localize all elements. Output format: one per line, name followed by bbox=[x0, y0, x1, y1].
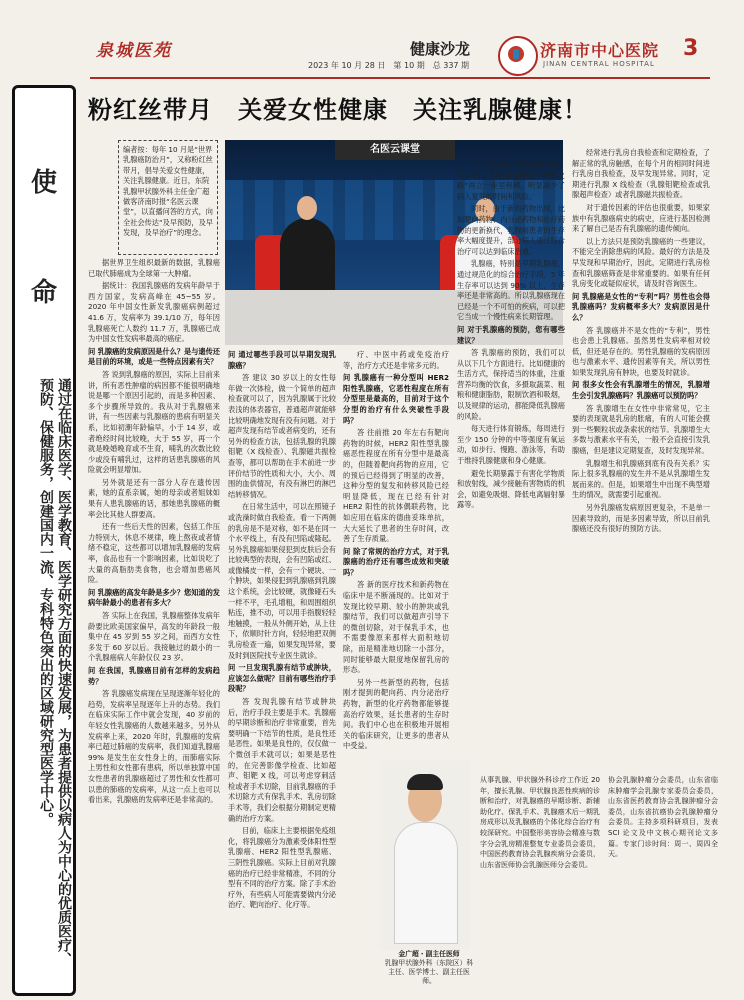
expert-portrait bbox=[380, 760, 470, 950]
body-paragraph: 另外就是还有一部分人存在遗传因素，她的直系亲属，她的母亲或者姐妹如果有人患乳腺癌的话，那她患乳腺癌的概率会比其他人群要高。 bbox=[88, 477, 220, 519]
expert-bio-1: 从事乳腺、甲状腺外科诊疗工作近 20 年，擅长乳腺、甲状腺良恶性疾病的诊断和治疗，对乳腺癌的早期诊断、新辅助化疗、保乳手术、乳腺癌术后一期乳房成形以及乳腺癌的个体化综合治疗有较深研究。中国整形美容协会精准与数字分会乳房精准整复专业委员会委员，中国医药教育协会乳腺疾病分会委员，山东省医师协会乳腺医师分会委员。 bbox=[480, 776, 600, 869]
page-header bbox=[0, 30, 744, 75]
studio-sign: 名医云课堂 bbox=[335, 140, 455, 160]
mission-sidebar bbox=[12, 85, 76, 996]
body-paragraph: 经常进行乳房自我检查和定期检查，了解正常的乳房触感，在每个月的相同时间进行乳房自我检查，及早发现异常。同时，定期进行乳腺 X 线检查（乳腺钼靶检查或乳腺超声检查）或者乳腺磁共振检查。 bbox=[572, 148, 710, 200]
question-paragraph: 问 一旦发现乳腺有结节或肿块，应该怎么做呢？目前有哪些治疗手段呢？ bbox=[228, 663, 336, 694]
expert-caption bbox=[382, 950, 476, 986]
body-paragraph: 每天进行体育锻炼，每周进行至少 150 分钟的中等强度有氧运动，如步行、慢跑、游泳等，有助于维持乳腺健康和身心健康。 bbox=[457, 424, 565, 466]
body-paragraph: 据世界卫生组织最新的数据，乳腺癌已取代肺癌成为全球第一大肿瘤。 bbox=[88, 258, 220, 278]
paper-title: 健康沙龙 bbox=[410, 40, 471, 58]
body-paragraph: 答 乳腺癌并不是女性的“专利”，男性也会患上乳腺癌。虽然男性发病率相对较低，但还是存在的。男性乳腺癌的发病原因也与激素水平、遗传因素等有关，所以男性如果发现乳房有肿块，也要及时就诊。 bbox=[572, 325, 710, 377]
text-column-3 bbox=[343, 350, 449, 755]
body-paragraph: 乳腺增生和乳腺癌到底有没有关系？实际上很多乳腺癌的发生并不是从乳腺增生发展而来的。但是，如果增生中出现不典型增生的情况，就需要引起重视。 bbox=[572, 458, 710, 500]
body-paragraph: 以上方法只是预防乳腺癌的一些建议，不能完全消除患病的风险。最好的方法是及早发现和早期治疗，因此，定期进行乳房检查和乳腺癌筛查是非常重要的。如果有任何乳房变化或疑似症状，请及时咨询医生。 bbox=[572, 236, 710, 289]
editor-note: 编者按：每年 10 月是“世界乳腺癌防治月”，又称粉红丝带月，倡导关爱女性健康，关注乳腺健康。近日，东院乳腺甲状腺外科主任金广超做客济南时报“名医云课堂”，以直播问答的方式，向全社会传达“及早预防，及早发现，及早治疗”的理念。 bbox=[118, 140, 218, 255]
body-paragraph: 避免长期暴露于有害化学物质和放射线，减少接触有害物质的机会，如避免吸烟、降低电离辐射暴露等。 bbox=[457, 468, 565, 510]
mission-heading bbox=[15, 128, 73, 348]
body-paragraph: 同时，由于新的药物出现，比如靶向药物、内分泌药物和化疗药物的更新换代，乳腺癌患者的生存率大幅度提升，部分病人通过综合治疗可以达到临床治愈。 bbox=[457, 204, 565, 256]
host-head bbox=[297, 196, 317, 220]
body-paragraph: 答 实际上在我国，乳腺癌整体发病年龄要比欧美国家偏早，高发的年龄段一般集中在 45 岁到 55 岁之间，而西方女性多发于 60 岁以后。我接触过的最小的一个乳腺癌病人年龄仅仅 23 岁。 bbox=[88, 611, 220, 663]
mission-heading-char-1: 使 bbox=[30, 168, 57, 198]
body-paragraph: 疗、中医中药或免疫治疗等，治疗方式还是非常多元的。 bbox=[343, 350, 449, 370]
body-paragraph: 还有一些后天性的因素，包括工作压力特别大，休息不规律，晚上熬夜或者情绪不稳定，这些都可以增加乳腺癌的发病率，食品也有一个影响因素，比如说吃了大量的高脂肪类食物，也会增加患癌风险。 bbox=[88, 522, 220, 585]
text-column-5 bbox=[572, 148, 710, 768]
body-paragraph: 对于遗传因素的评估也很重要，如果家族中有乳腺癌病史的病史，应进行基因检测来了解自己是否有乳腺癌的遗传倾向。 bbox=[572, 202, 710, 234]
mission-statement: 通过在临床医学、医学教育、医学研究方面的快速发展，为患者提供以病人为中心的优质医疗、预防、保健服务，创建国内一流、专科特色突出的区域研究型医学中心。 bbox=[38, 378, 72, 966]
text-column-2 bbox=[228, 350, 336, 962]
body-paragraph: 目前，临床上主要根据免疫组化，将乳腺癌分为激素受体阳性型乳腺癌、HER2 阳性型乳腺癌、三阴性乳腺癌。实际上目前对乳腺癌的治疗已经非常精准，不同的分型有不同的治疗方案。除了手术治疗外，有些病人可能需要做内分泌治疗、靶向治疗、化疗等。 bbox=[228, 826, 336, 910]
question-paragraph: 问 除了常规的治疗方式，对于乳腺癌的治疗还有哪些成效和突破吗？ bbox=[343, 546, 449, 577]
date-line: 2023 年 10 月 28 日 第 10 期 总 337 期 bbox=[308, 61, 470, 70]
header-divider bbox=[90, 77, 710, 79]
hospital-name: 济南市中心医院 bbox=[540, 41, 660, 60]
hospital-logo-icon bbox=[498, 36, 538, 76]
question-paragraph: 问 通过哪些手段可以早期发现乳腺癌？ bbox=[228, 350, 336, 370]
expert-name: 金广超・副主任医师 bbox=[398, 950, 460, 958]
article-headline: 粉红丝带月 关爱女性健康 关注乳腺健康！ bbox=[88, 95, 588, 124]
question-paragraph: 问 乳腺癌有一种分型叫 HER2 阳性乳腺癌，它恶性程度在所有分型里是最高的，目前对于这个分型的治疗有什么突破性手段吗？ bbox=[343, 373, 449, 425]
body-paragraph: 答 往前推 20 年左右有靶向药物的时候，HER2 阳性型乳腺癌恶性程度在所有分型中是最高的，但随着靶向药物的应用，它的预后已经得到了明显的改善，这种分型的复发和转移风险已经明显降低，现在已经有针对 HER2 阳性的抗体偶联药物，比如应用在临床的德曲妥珠单抗，大大延长了患者的生存时间，改善了生存质量。 bbox=[343, 428, 449, 544]
question-paragraph: 问 乳腺癌是女性的“专利”吗？男性也会得乳腺癌吗？发病概率多大？发病原因是什么？ bbox=[572, 291, 710, 322]
body-paragraph: 乳腺癌，特别是早期乳腺癌，通过规范化的综合治疗手段，5 年生存率可以达到 90% 以上，生存率还是非常高的。所以乳腺癌现在已经是一个不可怕的疾病，可以把它当成一个慢性病来长期管理。 bbox=[457, 259, 565, 322]
hospital-name-en: JINAN CENTRAL HOSPITAL bbox=[543, 60, 655, 68]
question-paragraph: 问 很多女性会有乳腺增生的情况，乳腺增生会引发乳腺癌吗？乳腺癌可以预防吗？ bbox=[572, 380, 710, 401]
body-paragraph: 答 建议 30 岁以上的女性每年做一次体检，做一个简单的超声检查就可以了，因为乳腺属于比较表浅的体表器官，普通超声就能够比较明确地发现有没有问题。对于超声发现有结节或者病变的，还有另外的检查方法，包括乳腺的乳腺钼靶（X 线检查）、乳腺磁共振检查等，都可以帮助在手术前进一步评价结节的性质和大小，大小、周围的血供情况，有没有淋巴的淋巴结转移情况。 bbox=[228, 373, 336, 499]
body-paragraph: 另外一些新型的药物，包括刚才提到的靶向药、内分泌治疗药物，新型的化疗药物都能够提高治疗效果，延长患者的生存时间。我们中心也在积极地开展相关的临床研究，让更多的患者从中受益。 bbox=[343, 677, 449, 751]
body-paragraph: 答 发现乳腺有结节或肿块后，治疗手段主要是手术。乳腺癌的早期诊断和治疗非常重要，首先要明确一下结节的性质，是良性还是恶性。如果是良性的，仅仅做一个微创手术就可以；如果是恶性的，在完善影像学检查、比如超声、钼靶 X 线，可以考虑穿刺活检或者手术切除，目前乳腺癌的手术切除方式有保乳手术、乳房切除手术等，我们会根据分期制定更精确的治疗方案。 bbox=[228, 697, 336, 823]
expert-title: 乳腺甲状腺外科（东院区）科主任、医学博士、副主任医师。 bbox=[384, 959, 474, 985]
question-paragraph: 问 对于乳腺癌的预防，您有哪些建议？ bbox=[457, 324, 565, 345]
body-paragraph: 另外乳腺癌发病原因更复杂，不是单一因素导致的，而是多因素导致，所以目前乳腺癌还没有很好的预防方法。 bbox=[572, 503, 710, 534]
body-paragraph: 答 新的医疗技术和新药物在临床中是不断涌现的。比如对于发现比较早期、较小的肿块或乳腺结节，我们可以做超声引导下的微创切除，对于保乳手术，也不需要像原来那样大面积地切除，而是精准地切除一小部分，同时能够最大限度地保留乳房的形态。 bbox=[343, 580, 449, 675]
mission-heading-char-2: 命 bbox=[30, 278, 57, 308]
expert-coat bbox=[394, 822, 458, 944]
expert-bio-2: 协会乳腺肿瘤分会委员，山东省临床肿瘤学会乳腺专家委员会委员，山东省医药教育协会乳腺肿瘤分会委员，山东省抗癌协会乳腺肿瘤分会委员。主持多项科研项目，发表 SCI 论文及中文核心期刊论文多篇。专家门诊时间：周一、周四全天。 bbox=[608, 776, 718, 859]
body-paragraph: 答 乳腺癌发病现在呈现逐渐年轻化的趋势，发病率呈现逐年上升的态势。我们在临床实际工作中就会发现，40 岁前的年轻女性乳腺癌的人数越来越多，另外从发病率上来，2020 年时，乳腺癌的发病率已超过肺癌的发病率，我们知道乳腺癌 99% 是发生在女性身上的，而肺癌实际上男性和女性都有患病，所以单独算中国女性患者的乳腺癌超过了男性和女性都可以患的肺癌的发病率，从这一点上也可以看出来，乳腺癌的发病率还是非常高的。 bbox=[88, 689, 220, 805]
body-paragraph: 答 说到乳腺癌的原因，实际上目前来讲，所有恶性肿瘤的病因都不能很明确地说是哪一个原因引起的，而是多种因素、多个步骤所导致的。我从对于乳腺癌来讲，有一些因素与乳腺癌的患病有明显关系，比如初潮年龄偏早，小于 14 岁，或者绝经时间比较晚，大于 55 岁，再一个就是晚婚晚育或不生育，哺乳的次数比较少或没有哺乳过，这样的话患乳腺癌的风险就会明显增加。 bbox=[88, 369, 220, 475]
body-paragraph: 在日常生活中，可以在照镜子或洗澡时做自我检查。看一下两侧的乳房是不是对称，如不是在同一个水平线上，有没有凹陷或隆起。另外乳腺癌如果侵犯到皮肤后会有比较典型的表现，会有凹陷或红、或像橘皮一样，会有一个硬块、一个肿块，如果侵犯到乳腺癌到乳腺这个系统，会比较硬，就像碰石头一样不平，毛孔增粗，和周围组织粘连，推不动，可以用手指腹轻轻地触摸，一般从外侧开始，从上往下，依顺时针方向，轻轻地把双侧乳房检查一遍，如果发现异常，要及时到医院找专业医生就诊。 bbox=[228, 502, 336, 660]
body-paragraph: 了“从有到优”的革命性升级，为 HER2 阳性乳腺癌的“治愈之路”再立一座里程碑，明显减少了病人复发的时间和风险。 bbox=[457, 160, 565, 201]
question-paragraph: 问 乳腺癌的高发年龄是多少？您知道的发病年龄最小的患者有多大？ bbox=[88, 587, 220, 608]
page-number: 3 bbox=[683, 36, 699, 61]
expert-hair bbox=[407, 774, 443, 790]
text-column-1 bbox=[88, 258, 220, 963]
section-brand: 泉城医苑 bbox=[96, 41, 172, 61]
body-paragraph: 答 乳腺癌的预防，我们可以从以下几个方面进行。比如健康的生活方式，保持适当的体重，注重营养均衡的饮食，多摄取蔬菜、粗粮和健康脂肪，限制饮酒和吸烟，以及规律的运动，都能降低乳腺癌的风险。 bbox=[457, 348, 565, 421]
body-paragraph: 据统计：我国乳腺癌的发病年龄早于西方国家，发病高峰在 45~55 岁。2020 年中国女性新发乳腺癌病例超过 41.6 万，发病率为 39.1/10 万，每年因乳腺癌死亡人数约 11.7 万，乳腺癌已成为中国女性发病率最高的癌症。 bbox=[88, 281, 220, 344]
question-paragraph: 问 在我国，乳腺癌目前有怎样的发病趋势？ bbox=[88, 665, 220, 686]
body-paragraph: 答 乳腺增生在女性中非常常见，它主要的表现就是乳房的胀痛，有的人可能会摸到一些颗粒状或条索状的结节。乳腺增生大多数与激素水平有关，一般不会直接引发乳腺癌，但是建议定期复查，及时发现异常。 bbox=[572, 403, 710, 456]
question-paragraph: 问 乳腺癌的发病原因是什么？是与遗传还是目前的环境，或是一些特点因素有关？ bbox=[88, 346, 220, 367]
text-column-4 bbox=[457, 160, 565, 755]
